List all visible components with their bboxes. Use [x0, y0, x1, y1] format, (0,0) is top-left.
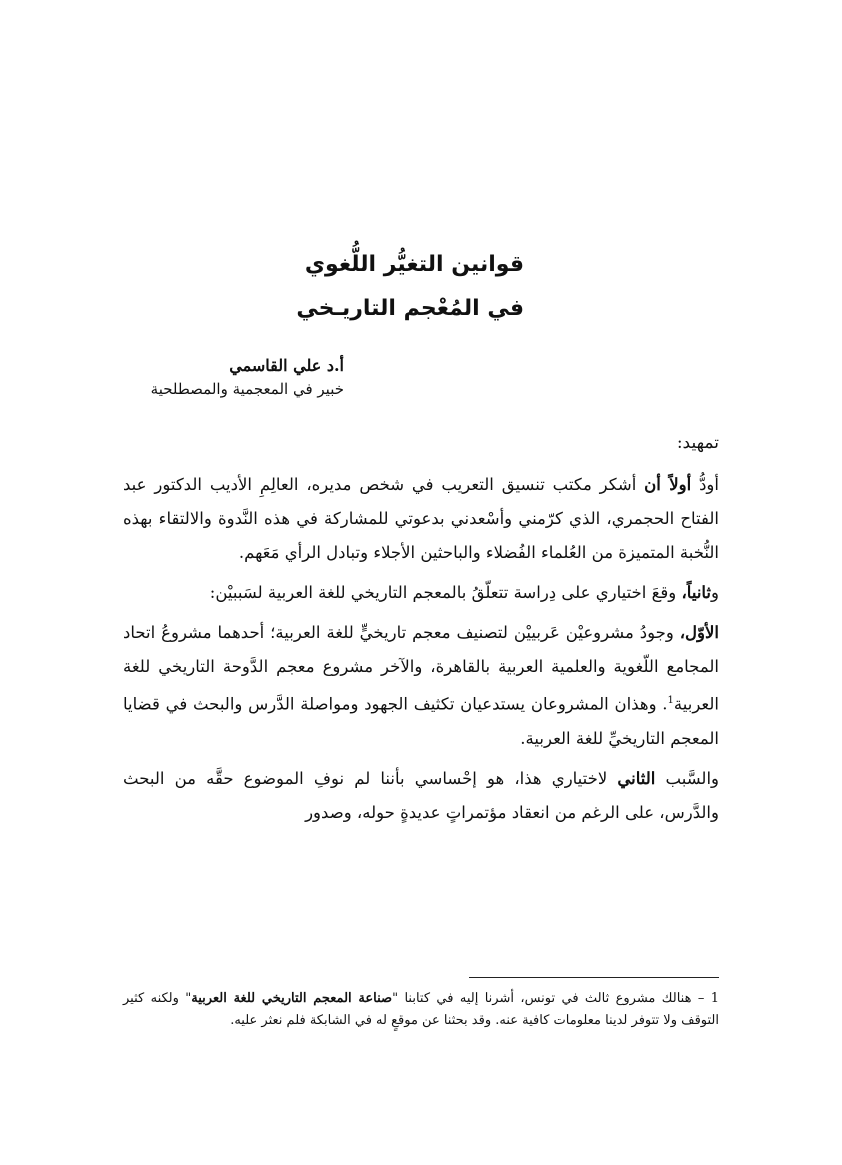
author-name: أ.د علي القاسمي: [229, 356, 344, 375]
paragraph-1: [123, 468, 719, 570]
title-line-1: قوانين التغيُّر اللُّغوي: [304, 252, 524, 277]
paragraph-2-bold: ثانياً،: [681, 583, 712, 602]
footnote-lead: 1 – هنالك مشروع ثالث في تونس، أشرنا إليه في كتابنا ": [392, 991, 719, 1006]
paragraph-4-text: لاختياري هذا، هو إحْساسي بأننا لم نوفِ الموضوع حقَّه من البحث والدَّرس، على الرغم من انعقاد مؤتمراتٍ عديدةٍ حوله، وصدور: [123, 768, 719, 822]
paragraph-1-bold: أولاً أن: [644, 475, 692, 494]
paragraph-1-lead: أودُّ: [691, 475, 719, 494]
paragraph-4-lead: والسَّبب: [655, 768, 719, 788]
paragraph-3-text-a: وجودُ مشروعيْن عَربييْن لتصنيف معجم تاريخيٍّ للغة العربية؛ أحدهما مشروعُ اتحاد المجامع اللّغوية والعلمية العربية بالقاهرة، والآخر مشروع معجم الدَّوحة التاريخي للغة العربية: [123, 623, 719, 714]
footnote-marker[interactable]: 1: [667, 695, 674, 706]
author-role: خبير في المعجمية والمصطلحية: [150, 380, 344, 398]
footnote: [123, 988, 719, 1032]
paragraph-2-text: وقعَ اختياري على دِراسة تتعلّقُ بالمعجم التاريخي للغة العربية لسَببيْن:: [209, 583, 682, 602]
paragraph-4: [123, 762, 719, 830]
footnote-bold: صناعة المعجم التاريخي للغة العربية: [191, 991, 393, 1006]
body-text: [123, 428, 719, 836]
paragraph-3-text-b: . وهذان المشروعان يستدعيان تكثيف الجهود ومواصلة الدَّرس والبحث في قضايا المعجم التاريخيِّ للغة العربية.: [123, 694, 719, 748]
paragraph-2: [123, 576, 719, 610]
footnote-text: " ولكنه كثير التوقف ولا تتوفر لدينا معلومات كافية عنه. وقد بحثنا عن موقعٍ له في الشابكة فلم نعثر عليه.: [123, 991, 719, 1028]
paragraph-3: [123, 616, 719, 756]
footnote-divider: [469, 977, 719, 978]
section-heading: تمهيد:: [676, 433, 719, 453]
paragraph-2-lead: و: [711, 583, 719, 602]
title-line-2: في المُعْجم التاريـخي: [296, 296, 524, 321]
paragraph-3-bold: الأوّل،: [679, 623, 719, 642]
paragraph-1-text: أشكر مكتب تنسيق التعريب في شخص مديره، العالِمِ الأديب الدكتور عبد الفتاح الحجمري، الذي كرّمني وأسْعدني بدعوتي للمشاركة في هذه النَّدوة والالتقاء بهذه النُّخبة المتميزة من العُلماء الفُضلاء والباحثين الأجلاء وتبادل الرأي مَعَهم.: [123, 475, 719, 562]
paragraph-4-bold: الثاني: [617, 768, 656, 788]
author-block: [44, 354, 344, 400]
